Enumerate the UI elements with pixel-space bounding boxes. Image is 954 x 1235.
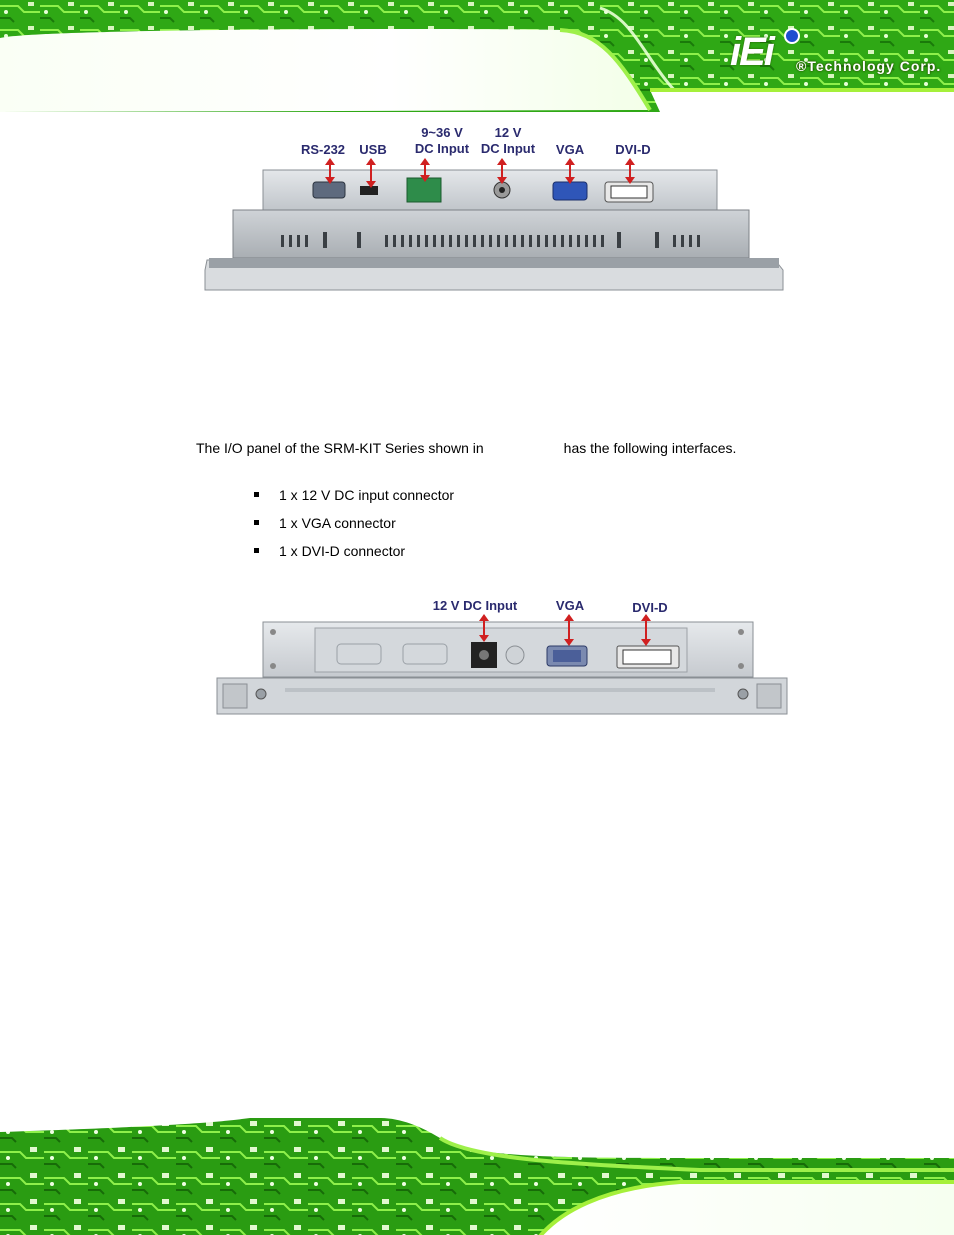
intro-end: has the following interfaces.: [563, 440, 737, 456]
label-usb: USB: [359, 142, 387, 157]
list-item: [254, 514, 396, 532]
figure-io-panel-reduced: [215, 592, 790, 720]
label-dc12-line2: DC Input: [480, 141, 536, 156]
label-dc12-line1: 12 V: [494, 125, 522, 140]
list-item-text: 1 x DVI-D connector: [279, 543, 406, 559]
page-footer: [0, 1118, 954, 1235]
arrow-dc12: [501, 164, 503, 178]
label-dc12: [473, 125, 543, 157]
label-dvid: DVI-D: [615, 142, 651, 157]
list-item-text: 1 x 12 V DC input connector: [279, 487, 455, 503]
label-rs232: RS-232: [300, 142, 346, 157]
bullet-marker: [254, 548, 259, 553]
page-header: [0, 0, 954, 112]
arrow-usb: [370, 164, 372, 182]
logo-dot: [784, 28, 800, 44]
logo-letters: iEi: [730, 30, 773, 74]
bullet-marker: [254, 520, 259, 525]
label-dvid: DVI-D: [632, 600, 668, 615]
intro-start: The I/O panel of the SRM-KIT Series shown in: [196, 440, 484, 456]
label-dc936: [407, 125, 477, 157]
list-item: [254, 542, 405, 560]
bullet-marker: [254, 492, 259, 497]
list-item: [254, 486, 454, 504]
label-dc936-line2: DC Input: [414, 141, 470, 156]
label-dc936-line1: 9~36 V: [421, 125, 463, 140]
label-vga: VGA: [555, 598, 585, 613]
arrow-vga: [569, 164, 571, 178]
intro-paragraph: [196, 439, 836, 457]
arrow-rs232: [329, 164, 331, 178]
arrow-vga: [568, 620, 570, 640]
arrow-dc12: [483, 620, 485, 636]
arrow-dvid: [629, 164, 631, 178]
arrow-dvid: [645, 620, 647, 640]
list-item-text: 1 x VGA connector: [279, 515, 396, 531]
arrow-dc936: [424, 164, 426, 176]
logo-company-name: ®Technology Corp.: [796, 58, 942, 74]
figure-io-panel-full: [195, 120, 795, 300]
iei-logo: [730, 30, 942, 80]
label-vga: VGA: [555, 142, 585, 157]
circuit-board-banner: [0, 1118, 954, 1235]
label-dc12: 12 V DC Input: [432, 598, 518, 613]
